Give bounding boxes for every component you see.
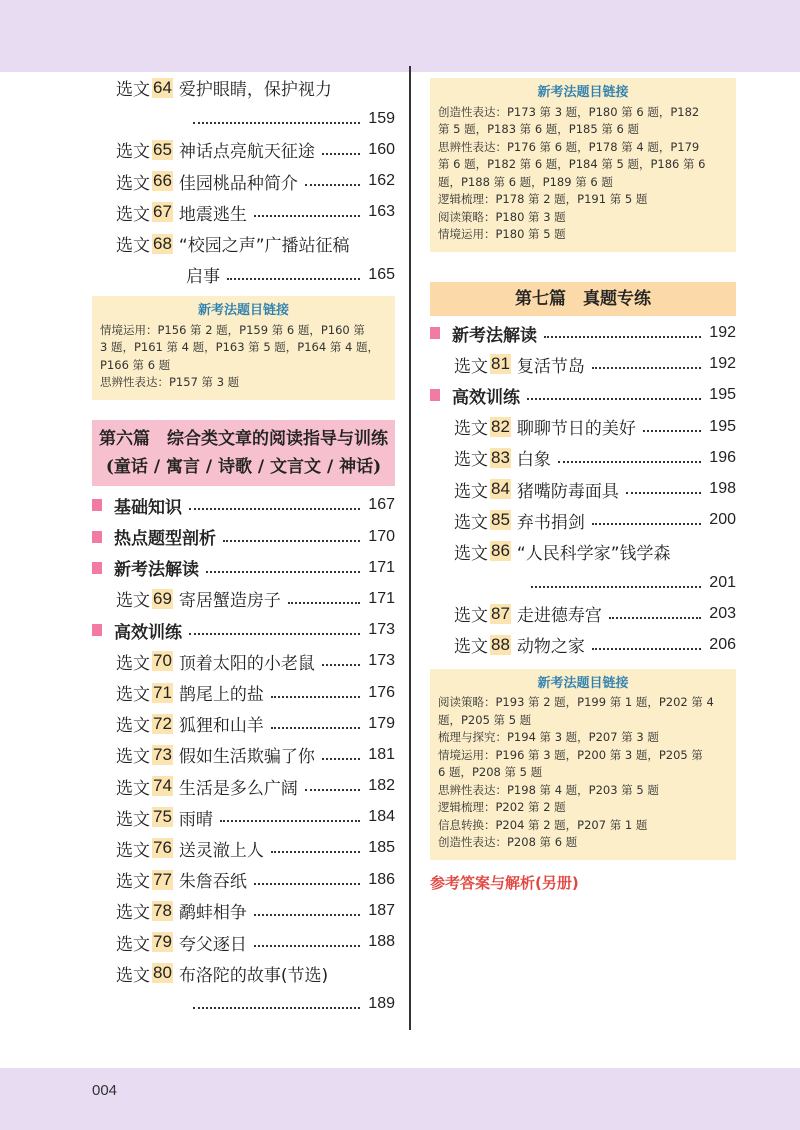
entry-number: 85: [491, 510, 510, 530]
entry-number: 83: [491, 447, 510, 467]
toc-entry[interactable]: [92, 833, 395, 864]
entry-label: 选文: [454, 481, 488, 502]
entry-title: 夸父逐日: [178, 934, 247, 955]
leader-dots: [254, 945, 360, 947]
entry-title: 生活是多么广阔: [178, 778, 298, 799]
entry-label: 选文: [454, 543, 488, 564]
toc-entry-continuation[interactable]: [92, 259, 395, 290]
toc-entry[interactable]: [430, 442, 736, 473]
link-box-line: 逻辑梳理：P202 第 2 题: [438, 800, 566, 815]
leader-dots: [592, 523, 701, 525]
entry-title: 爱护眼睛，保护视力: [178, 80, 332, 101]
heading-text: 新考法解读: [452, 325, 537, 346]
page-ref: 163: [368, 203, 395, 221]
toc-entry[interactable]: [92, 739, 395, 770]
leader-dots: [626, 492, 701, 494]
entry-label: 选文: [116, 965, 150, 986]
heading-text: 新考法解读: [114, 560, 199, 581]
entry-number: 64: [153, 77, 172, 97]
link-box-line: 情境运用：P180 第 5 题: [438, 227, 566, 241]
page-ref: 179: [368, 714, 395, 732]
entry-label: 选文: [116, 903, 150, 924]
entry-label: 选文: [454, 356, 488, 377]
page-ref: 184: [368, 808, 395, 826]
entry-label: 选文: [454, 637, 488, 658]
toc-entry[interactable]: [430, 598, 736, 629]
entry-label: 选文: [116, 747, 150, 768]
link-box-line: 思辨性表达：P198 第 4 题，P203 第 5 题: [438, 782, 659, 797]
page-ref: 185: [368, 839, 395, 857]
toc-entry[interactable]: [92, 228, 395, 259]
link-box-title: 新考法题目链接: [537, 85, 629, 100]
entry-label: 选文: [454, 512, 488, 533]
leader-dots: [592, 648, 701, 650]
page-ref: 196: [709, 448, 736, 466]
page-ref: 189: [368, 995, 395, 1013]
link-box-line: 阅读策略：P180 第 3 题: [438, 209, 566, 224]
link-box-2: [430, 78, 736, 252]
page-ref: 187: [368, 901, 395, 919]
entry-label: 选文: [116, 204, 150, 225]
entry-title: 狐狸和山羊: [178, 716, 264, 737]
link-box-title: 新考法题目链接: [197, 303, 289, 319]
entry-number: 78: [153, 900, 172, 920]
square-bullet-icon: [92, 499, 102, 511]
leader-dots: [271, 696, 360, 698]
link-box-line: 思辨性表达：P176 第 6 题，P178 第 4 题，P179: [438, 139, 700, 154]
toc-entry[interactable]: [92, 708, 395, 739]
answer-reference[interactable]: 参考答案与解析(另册): [430, 873, 579, 892]
link-box-line: P166 第 6 题: [100, 357, 171, 372]
leader-dots: [544, 336, 701, 338]
page-ref: 203: [709, 604, 736, 622]
link-box-line: 思辨性表达：P157 第 3 题: [100, 375, 240, 390]
entry-title: 走进德寿宫: [516, 606, 602, 627]
page-ref: 160: [368, 140, 395, 158]
leader-dots: [189, 508, 360, 510]
page-ref: 181: [368, 745, 395, 763]
entry-number: 74: [153, 776, 172, 796]
entry-number: 69: [153, 588, 172, 608]
toc-heading-basics[interactable]: [92, 490, 395, 521]
entry-title: 复活节岛: [516, 356, 585, 377]
entry-number: 80: [153, 963, 172, 983]
entry-number: 75: [153, 807, 172, 827]
entry-title: 鹊尾上的盐: [178, 685, 264, 706]
heading-text: 基础知识: [114, 497, 182, 518]
entry-label: 选文: [116, 716, 150, 737]
entry-label: 选文: [116, 173, 150, 194]
link-box-line: 情境运用：P196 第 3 题，P200 第 3 题，P205 第: [438, 747, 703, 762]
page-ref: 159: [368, 109, 395, 127]
entry-label: 选文: [116, 840, 150, 861]
leader-dots: [322, 664, 360, 666]
link-box-line: 信息转换：P204 第 2 题，P207 第 1 题: [438, 817, 648, 832]
link-box-line: 题，P188 第 6 题，P189 第 6 题: [438, 174, 613, 189]
page-ref: 176: [368, 683, 395, 701]
entry-label: 选文: [116, 872, 150, 893]
entry-title: 地震逃生: [178, 204, 247, 225]
right-entries: [430, 411, 736, 661]
entry-title: 朱詹吞纸: [178, 872, 247, 893]
entry-number: 68: [153, 233, 172, 253]
toc-heading-training[interactable]: [92, 615, 395, 646]
page-ref: 195: [709, 417, 736, 435]
entry-title: “人民科学家”钱学森: [516, 543, 671, 564]
heading-text: 热点题型剖析: [114, 529, 216, 550]
entry-title: 布洛陀的故事(节选): [178, 965, 329, 986]
toc-entry[interactable]: [430, 629, 736, 660]
toc-entry[interactable]: [430, 411, 736, 442]
toc-heading-new-method-2[interactable]: [430, 318, 736, 349]
page-ref: 167: [368, 496, 395, 514]
entry-title-continued: 启事: [186, 267, 220, 288]
entry-title: 假如生活欺骗了你: [178, 747, 315, 768]
leader-dots: [223, 540, 360, 542]
leader-dots: [220, 820, 360, 822]
leader-dots: [527, 398, 701, 400]
section-6-subtitle: (童话 / 寓言 / 诗歌 / 文言文 / 神话): [105, 456, 382, 477]
link-box-title: 新考法题目链接: [537, 675, 629, 691]
entry-number: 86: [491, 541, 510, 561]
page-ref: 182: [368, 777, 395, 795]
toc-entry[interactable]: [92, 771, 395, 802]
entry-title: 顶着太阳的小老鼠: [178, 653, 315, 674]
toc-entry[interactable]: [92, 646, 395, 677]
leader-dots: [193, 1007, 360, 1009]
entry-number: 70: [153, 651, 172, 671]
toc-entry[interactable]: [92, 926, 395, 957]
entry-number: 72: [153, 713, 172, 733]
toc-entry[interactable]: [92, 72, 395, 103]
page-ref: 173: [368, 621, 395, 639]
page-ref: 206: [709, 635, 736, 653]
page-ref: 195: [709, 386, 736, 404]
heading-text: 高效训练: [452, 387, 520, 408]
entry-title: 鹬蚌相争: [178, 903, 247, 924]
link-box-line: 阅读策略：P193 第 2 题，P199 第 1 题，P202 第 4: [438, 695, 714, 710]
page-ref: 162: [368, 172, 395, 190]
entry-number: 79: [153, 932, 172, 952]
left-bottom-entries: [92, 646, 395, 1020]
toc-entry[interactable]: [92, 677, 395, 708]
toc-heading-new-method[interactable]: [92, 552, 395, 583]
square-bullet-icon: [92, 624, 102, 636]
entry-number: 81: [491, 354, 510, 374]
leader-dots: [254, 215, 360, 217]
page-ref: 173: [368, 652, 395, 670]
top-band: [0, 0, 800, 72]
right-column: [430, 78, 736, 893]
toc-entry-continuation[interactable]: [430, 567, 736, 598]
left-column: [92, 72, 395, 1020]
entry-title: 弃书捐剑: [516, 512, 585, 533]
entry-label: 选文: [116, 778, 150, 799]
toc-entry[interactable]: [430, 349, 736, 380]
link-box-line: 第 5 题，P183 第 6 题，P185 第 6 题: [438, 122, 639, 136]
entry-label: 选文: [454, 450, 488, 471]
toc-entry[interactable]: [92, 197, 395, 228]
entry-title: 送灵澈上人: [178, 840, 264, 861]
link-box-line: 创造性表达：P173 第 3 题，P180 第 6 题，P182: [438, 104, 700, 119]
entry-title: 神话点亮航天征途: [178, 142, 315, 163]
square-bullet-icon: [430, 389, 440, 401]
page-ref: 201: [709, 573, 736, 591]
leader-dots: [227, 278, 360, 280]
page-ref: 188: [368, 933, 395, 951]
toc-entry-continuation[interactable]: [92, 989, 395, 1020]
entry-number: 84: [491, 479, 510, 499]
leader-dots: [609, 617, 701, 619]
toc-entry[interactable]: [92, 134, 395, 165]
page-ref: 192: [709, 355, 736, 373]
link-box-line: 逻辑梳理：P178 第 2 题，P191 第 5 题: [438, 192, 648, 206]
entry-title: 聊聊节日的美好: [516, 419, 636, 440]
page-ref: 171: [368, 558, 395, 576]
page-number: 004: [92, 1082, 118, 1099]
link-box-line: 第 6 题，P182 第 6 题，P184 第 5 题，P186 第 6: [438, 157, 706, 171]
entry-label: 选文: [116, 591, 150, 612]
toc-entry[interactable]: [430, 536, 736, 567]
link-box-line: 3 题，P161 第 4 题，P163 第 5 题，P164 第 4 题，: [100, 340, 379, 355]
link-box-line: 情境运用：P156 第 2 题，P159 第 6 题，P160 第: [100, 322, 365, 337]
toc-entry[interactable]: [92, 864, 395, 895]
toc-entry[interactable]: [92, 958, 395, 989]
entry-number: 76: [153, 838, 172, 858]
leader-dots: [271, 851, 360, 853]
leader-dots: [254, 883, 360, 885]
section-6-title: 第六篇 综合类文章的阅读指导与训练: [99, 428, 388, 449]
entry-label: 选文: [454, 419, 488, 440]
toc-entry[interactable]: [430, 473, 736, 504]
heading-text: 高效训练: [114, 622, 182, 643]
entry-number: 82: [491, 416, 510, 436]
leader-dots: [305, 789, 360, 791]
page-ref: 171: [368, 589, 395, 607]
entry-title: 动物之家: [516, 637, 585, 658]
leader-dots: [206, 571, 360, 573]
toc-entry[interactable]: [92, 895, 395, 926]
leader-dots: [288, 602, 360, 604]
toc-heading-hot-topics[interactable]: [92, 521, 395, 552]
page-ref: 170: [368, 527, 395, 545]
link-box-line: 题，P205 第 5 题: [438, 712, 532, 727]
page-ref: 200: [709, 511, 736, 529]
entry-label: 选文: [116, 80, 150, 101]
leader-dots: [592, 367, 701, 369]
toc-entry[interactable]: [92, 802, 395, 833]
entry-title: 猪嘴防毒面具: [516, 481, 619, 502]
entry-number: 88: [491, 634, 510, 654]
square-bullet-icon: [92, 562, 102, 574]
entry-number: 67: [153, 202, 172, 222]
entry-label: 选文: [454, 606, 488, 627]
link-box-3: [430, 669, 736, 860]
entry-title: 白象: [516, 450, 551, 471]
entry-label: 选文: [116, 809, 150, 830]
toc-entry[interactable]: [92, 583, 395, 614]
toc-heading-training-2[interactable]: [430, 380, 736, 411]
square-bullet-icon: [92, 531, 102, 543]
entry-label: 选文: [116, 934, 150, 955]
leader-dots: [189, 633, 360, 635]
link-box-1: [92, 296, 395, 400]
entry-title: “校园之声”广播站征稿: [178, 236, 350, 257]
column-divider: [409, 66, 411, 1030]
leader-dots: [305, 184, 360, 186]
page-ref: 186: [368, 870, 395, 888]
leader-dots: [531, 586, 701, 588]
leader-dots: [322, 758, 360, 760]
entry-number: 87: [491, 603, 510, 623]
entry-label: 选文: [116, 685, 150, 706]
section-6-header: [92, 420, 395, 486]
bottom-band: [0, 1068, 800, 1130]
section-7-header: 第七篇 真题专练: [430, 282, 736, 316]
entry-number: 73: [153, 744, 172, 764]
link-box-line: 创造性表达：P208 第 6 题: [438, 835, 578, 850]
link-box-line: 6 题，P208 第 5 题: [438, 765, 543, 780]
page-ref: 198: [709, 480, 736, 498]
link-box-line: 梳理与探究：P194 第 3 题，P207 第 3 题: [438, 730, 659, 745]
leader-dots: [322, 153, 360, 155]
page-ref: 192: [709, 324, 736, 342]
leader-dots: [193, 122, 360, 124]
entry-label: 选文: [116, 142, 150, 163]
toc-entry[interactable]: [430, 505, 736, 536]
toc-entry[interactable]: [92, 166, 395, 197]
entry-number: 71: [153, 682, 172, 702]
leader-dots: [254, 914, 360, 916]
entry-number: 65: [153, 139, 172, 159]
square-bullet-icon: [430, 327, 440, 339]
entry-label: 选文: [116, 236, 150, 257]
entry-title: 雨晴: [178, 809, 213, 830]
page-ref: 165: [368, 265, 395, 283]
toc-entry-continuation[interactable]: [92, 103, 395, 134]
entry-number: 66: [153, 171, 172, 191]
leader-dots: [271, 727, 360, 729]
entry-title: 寄居蟹造房子: [178, 591, 281, 612]
leader-dots: [643, 430, 701, 432]
entry-label: 选文: [116, 653, 150, 674]
entry-number: 77: [153, 869, 172, 889]
left-top-entries: [92, 72, 395, 290]
entry-title: 佳园桃品种简介: [178, 173, 298, 194]
leader-dots: [558, 461, 701, 463]
